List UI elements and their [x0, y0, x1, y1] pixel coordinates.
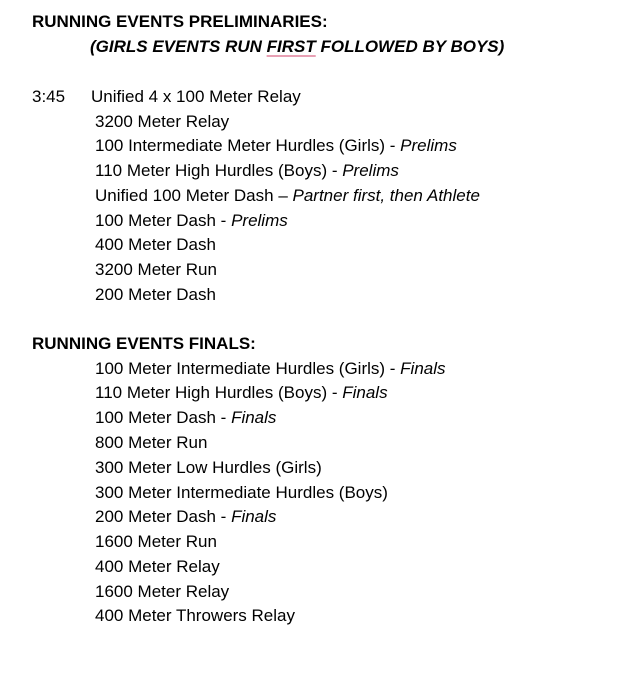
finals-event [95, 357, 446, 381]
prelims-start-time: 3:45 [32, 87, 66, 106]
event-name: 3200 Meter Run [95, 260, 217, 279]
event-name: Unified 4 x 100 Meter Relay [91, 87, 301, 106]
finals-event [95, 431, 207, 455]
finals-event [95, 505, 276, 529]
prelims-subheading-emphasis: FIRST [266, 37, 316, 56]
finals-event [95, 555, 220, 579]
prelims-event [95, 233, 216, 257]
prelims-subheading-pre: (GIRLS EVENTS RUN [90, 37, 267, 56]
finals-event [95, 530, 217, 554]
event-name: 100 Intermediate Meter Hurdles (Girls) - [95, 136, 401, 155]
finals-event [95, 406, 276, 430]
finals-event [95, 381, 388, 405]
prelims-event [91, 85, 301, 109]
event-name: 400 Meter Throwers Relay [95, 606, 295, 625]
finals-event [95, 580, 229, 604]
event-note: Finals [400, 359, 446, 378]
event-note: Finals [231, 507, 277, 526]
event-note: Prelims [400, 136, 457, 155]
finals-event [95, 604, 295, 628]
event-note: Prelims [342, 161, 399, 180]
finals-heading: RUNNING EVENTS FINALS: [32, 334, 256, 353]
event-name: 1600 Meter Relay [95, 582, 230, 601]
event-name: 200 Meter Dash [95, 285, 216, 304]
event-name: 1600 Meter Run [95, 532, 217, 551]
prelims-heading: RUNNING EVENTS PRELIMINARIES: [32, 12, 328, 31]
prelims-event [95, 209, 288, 233]
prelims-event [95, 184, 480, 208]
event-name: 3200 Meter Relay [95, 112, 230, 131]
prelims-event [95, 258, 217, 282]
event-name: 800 Meter Run [95, 433, 208, 452]
prelims-event [95, 134, 457, 158]
prelims-event [95, 110, 229, 134]
prelims-subheading [90, 35, 504, 59]
finals-event [95, 481, 388, 505]
event-name: Unified 100 Meter Dash – [95, 186, 293, 205]
prelims-subheading-post: FOLLOWED BY BOYS) [315, 37, 505, 56]
prelims-event [95, 283, 216, 307]
event-name: 110 Meter High Hurdles (Boys) - [95, 161, 343, 180]
event-note: Prelims [231, 211, 288, 230]
prelims-event [95, 159, 399, 183]
event-note: Partner first, then Athlete [292, 186, 480, 205]
event-note: Finals [231, 408, 277, 427]
event-name: 300 Meter Low Hurdles (Girls) [95, 458, 322, 477]
event-name: 200 Meter Dash - [95, 507, 232, 526]
event-name: 100 Meter Intermediate Hurdles (Girls) - [95, 359, 401, 378]
event-name: 100 Meter Dash - [95, 211, 232, 230]
finals-event [95, 456, 322, 480]
event-name: 400 Meter Relay [95, 557, 220, 576]
event-name: 300 Meter Intermediate Hurdles (Boys) [95, 483, 388, 502]
event-name: 110 Meter High Hurdles (Boys) - [95, 383, 343, 402]
event-note: Finals [342, 383, 388, 402]
event-name: 400 Meter Dash [95, 235, 216, 254]
event-name: 100 Meter Dash - [95, 408, 232, 427]
